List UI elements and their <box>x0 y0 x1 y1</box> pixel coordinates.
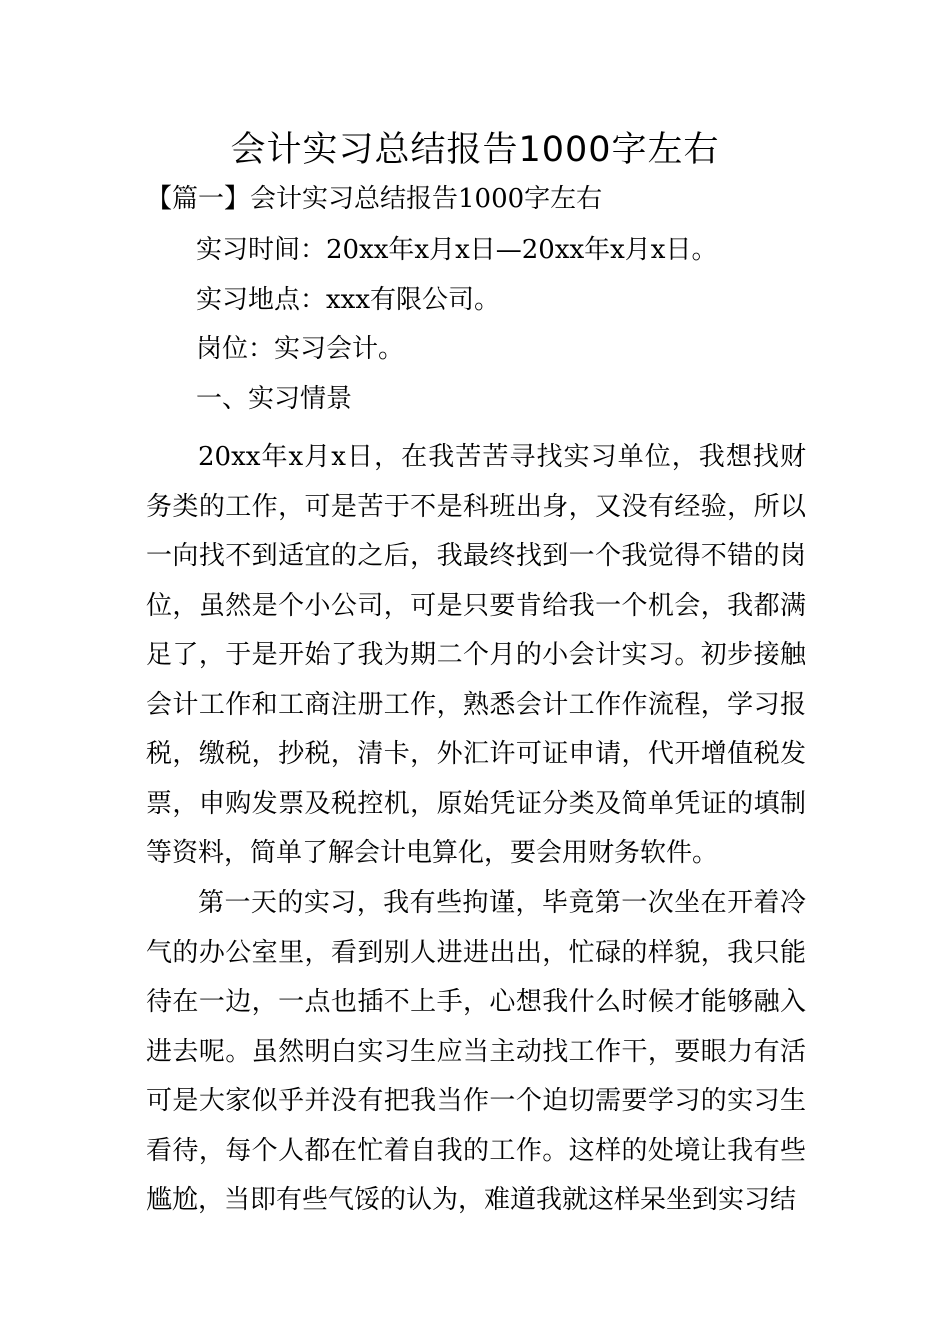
paragraph-1: 20xx年x月x日，在我苦苦寻找实习单位，我想找财务类的工作，可是苦于不是科班出身，又没有经验，所以一向找不到适宜的之后，我最终找到一个我觉得不错的岗位，虽然是个小公司，可是只要肯给我一个机会，我都满足了，于是开始了我为期二个月的小会计实习。初步接触会计工作和工商注册工作，熟悉会计工作作流程，学习报税，缴税，抄税，清卡，外汇许可证申请，代开增值税发票，申购发票及税控机，原始凭证分类及简单凭证的填制等资料，简单了解会计电算化，要会用财务软件。 <box>146 442 806 868</box>
subheading-situation: 一、实习情景 <box>196 384 353 414</box>
document-title: 会计实习总结报告1000字左右 <box>230 130 720 170</box>
section-heading: 【篇一】会计实习总结报告1000字左右 <box>146 184 603 214</box>
internship-time: 实习时间：20xx年x月x日—20xx年x月x日。 <box>196 235 718 265</box>
paragraph-2: 第一天的实习，我有些拘谨，毕竟第一次坐在开着冷气的办公室里，看到别人进进出出，忙碌的样貌，我只能待在一边，一点也插不上手，心想我什么时候才能够融入进去呢。虽然明白实习生应当主动找工作干，要眼力有活可是大家似乎并没有把我当作一个迫切需要学习的实习生看待，每个人都在忙着自我的工作。这样的处境让我有些尴尬，当即有些气馁的认为，难道我就这样呆坐到实习结 <box>146 888 806 1215</box>
internship-place: 实习地点：xxx有限公司。 <box>196 285 500 315</box>
internship-position: 岗位：实习会计。 <box>196 334 405 364</box>
